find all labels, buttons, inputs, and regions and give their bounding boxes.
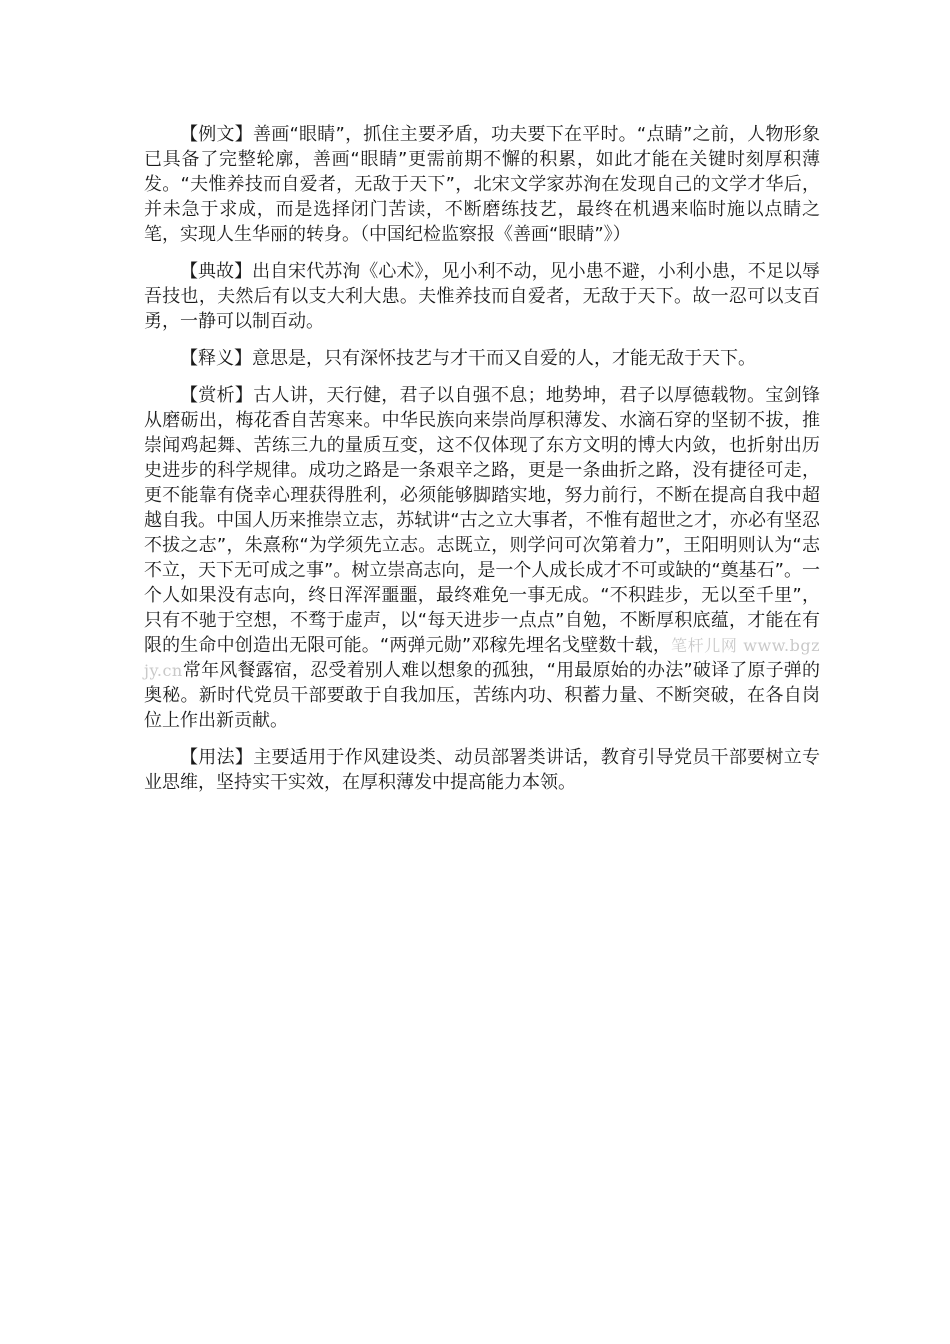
watermark-text: 笔杆儿网 www.bgzjy.cn xyxy=(144,636,820,680)
paragraph-meaning xyxy=(144,346,820,371)
label-meaning: 【释义】 xyxy=(180,348,252,369)
label-usage: 【用法】 xyxy=(180,747,254,768)
text-meaning: 意思是，只有深怀技艺与才干而又自爱的人，才能无敌于天下。 xyxy=(252,348,756,369)
paragraph-appreciation xyxy=(144,383,820,733)
text-appreciation-part2: 常年风餐露宿，忍受着别人难以想象的孤独，“用最原始的办法”破译了原子弹的奥秘。新时代党员干部要敢于自我加压，苦练内功、积蓄力量、不断突破，在各自岗位上作出新贡献。 xyxy=(144,660,820,731)
text-example: 善画“眼睛”，抓住主要矛盾，功夫要下在平时。“点睛”之前，人物形象已具备了完整轮廓，善画“眼睛”更需前期不懈的积累，如此才能在关键时刻厚积薄发。“夫惟养技而自爱者，无敌于天下”，北宋文学家苏洵在发现自己的文学才华后，并未急于求成，而是选择闭门苦读，不断磨练技艺，最终在机遇来临时施以点睛之笔，实现人生华丽的转身。（中国纪检监察报《善画“眼睛”》） xyxy=(144,124,820,245)
paragraph-usage xyxy=(144,745,820,795)
text-appreciation-part1: 古人讲，天行健，君子以自强不息；地势坤，君子以厚德载物。宝剑锋从磨砺出，梅花香自苦寒来。中华民族向来崇尚厚积薄发、水滴石穿的坚韧不拔，推崇闻鸡起舞、苦练三九的量质互变，这不仅体现了东方文明的博大内敛，也折射出历史进步的科学规律。成功之路是一条艰辛之路，更是一条曲折之路，没有捷径可走，更不能靠有侥幸心理获得胜利，必须能够脚踏实地，努力前行，不断在提高自我中超越自我。中国人历来推崇立志，苏轼讲“古之立大事者，不惟有超世之才，亦必有坚忍不拔之志”，朱熹称“为学须先立志。志既立，则学问可次第着力”，王阳明则认为“志不立，天下无可成之事”。树立崇高志向，是一个人成长成才不可或缺的“奠基石”。一个人如果没有志向，终日浑浑噩噩，最终难免一事无成。“不积跬步，无以至千里”，只有不驰于空想，不骛于虚声，以“每天进步一点点”自勉，不断厚积底蕴，才能在有限的生命中创造出无限可能。“两弹元勋”邓稼先埋名戈壁数十载， xyxy=(144,385,821,656)
text-usage: 主要适用于作风建设类、动员部署类讲话，教育引导党员干部要树立专业思维，坚持实干实效，在厚积薄发中提高能力本领。 xyxy=(144,747,821,793)
label-appreciation: 【赏析】 xyxy=(180,385,254,406)
text-allusion: 出自宋代苏洵《心术》，见小利不动，见小患不避，小利小患，不足以辱吾技也，夫然后有以支大利大患。夫惟养技而自爱者，无敌于天下。故一忍可以支百勇，一静可以制百动。 xyxy=(144,261,821,332)
paragraph-example xyxy=(144,122,820,247)
label-allusion: 【典故】 xyxy=(180,261,253,282)
paragraph-allusion xyxy=(144,259,820,334)
label-example: 【例文】 xyxy=(180,124,253,145)
article-body xyxy=(144,122,820,807)
